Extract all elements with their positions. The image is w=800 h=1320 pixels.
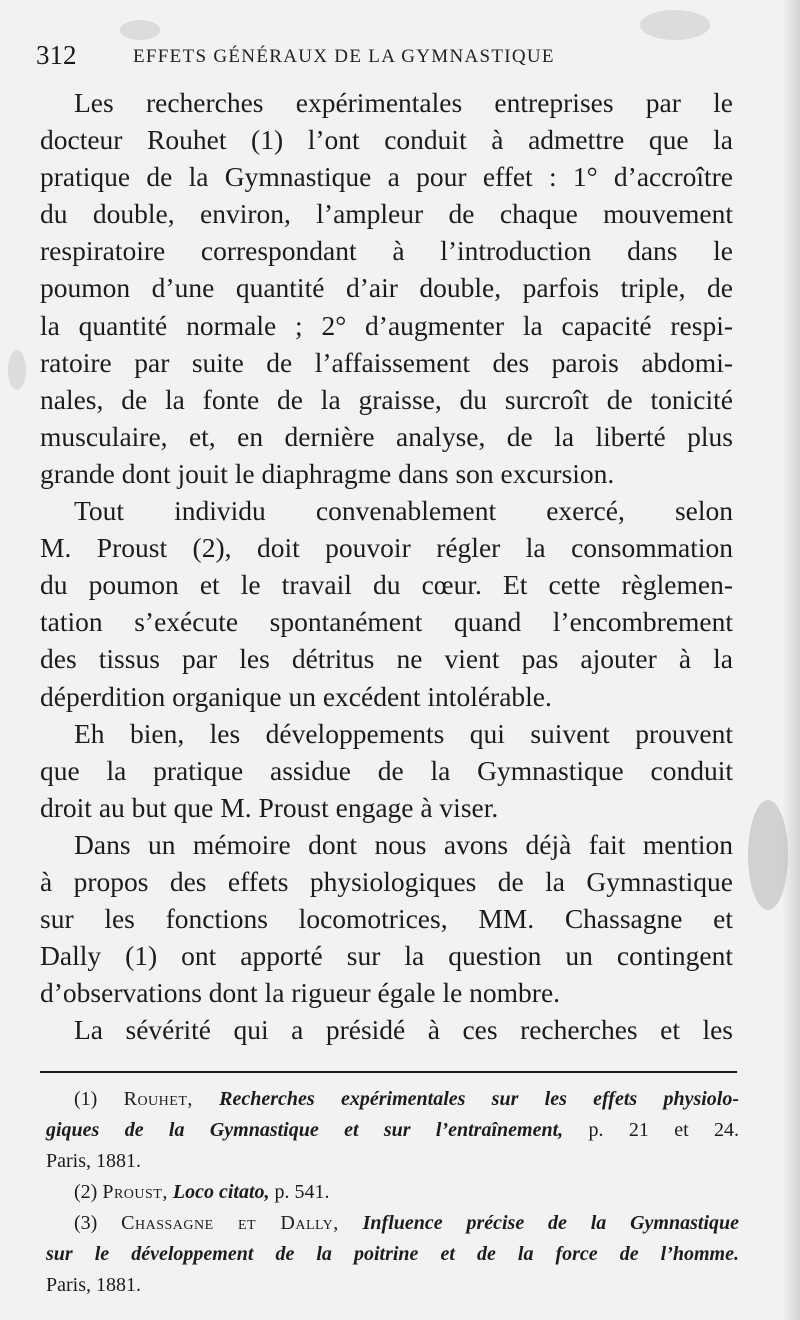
paper-speck (8, 350, 26, 390)
page-number: 312 (36, 40, 77, 70)
text-line: La sévérité qui a présidé à ces recherches et les (74, 1014, 733, 1046)
footnote-3-place: Paris, 1881. (46, 1274, 141, 1296)
footnote-title: Recherches expérimentales sur les effets physiolo- (219, 1088, 740, 1110)
running-title: EFFETS GÉNÉRAUX DE LA GYMNASTIQUE (133, 46, 555, 67)
body-text (40, 84, 733, 1048)
text-line: grande dont jouit le diaphragme dans son excursion. (40, 457, 615, 489)
footnote-author: Rouhet, (123, 1088, 193, 1110)
footnote-title: Loco citato, (172, 1181, 270, 1203)
text-line: des tissus par les détritus ne vient pas ajouter à la (40, 643, 733, 675)
text-line: Dally (1) ont apporté sur la question un contingent (40, 940, 733, 972)
text-line: la quantité normale ; 2° d’augmenter la capacité respi- (40, 309, 733, 341)
page-edge-shadow (782, 0, 800, 1320)
text-line: du poumon et le travail du cœur. Et cette règlemen- (40, 569, 733, 601)
text-line: poumon d’une quantité d’air double, parfois triple, de (40, 272, 733, 304)
footnote-1-cont (46, 1115, 739, 1146)
text-line: droit au but que M. Proust engage à viser. (40, 791, 499, 823)
text-line: pratique de la Gymnastique a pour effet : 1° d’accroître (40, 161, 733, 193)
text-line: à propos des effets physiologiques de la Gymnastique (40, 865, 733, 897)
text-line: ratoire par suite de l’affaissement des parois abdomi- (40, 346, 733, 378)
text-line: sur les fonctions locomotrices, MM. Chassagne et (40, 903, 733, 935)
footnote-number: (3) (74, 1212, 98, 1234)
text-line: déperdition organique un excédent intolérable. (40, 680, 552, 712)
text-line: Les recherches expérimentales entreprises par le (74, 87, 733, 118)
footnote-title: giques de la Gymnastique et sur l’entraînement, (46, 1119, 564, 1141)
text-line: d’observations dont la rigueur égale le nombre. (40, 977, 561, 1009)
footnote-3-cont (46, 1239, 739, 1270)
footnote-author: Proust, (102, 1181, 168, 1203)
paper-speck (640, 10, 710, 40)
text-line: que la pratique assidue de la Gymnastique conduit (40, 754, 733, 786)
footnote-title: Influence précise de la Gymnastique (362, 1212, 739, 1234)
footnote-number: (2) (74, 1181, 98, 1203)
footnote-1 (46, 1084, 739, 1115)
text-line: Tout individu convenablement exercé, selon (74, 495, 733, 527)
text-line: Dans un mémoire dont nous avons déjà fait mention (74, 828, 733, 860)
text-line: tation s’exécute spontanément quand l’encombrement (40, 606, 733, 638)
text-line: nales, de la fonte de la graisse, du surcroît de tonicité (40, 383, 733, 415)
text-line: docteur Rouhet (1) l’ont conduit à admettre que la (40, 124, 733, 156)
text-line: Eh bien, les développements qui suivent prouvent (74, 717, 733, 749)
footnote-number: (1) (74, 1088, 98, 1110)
paper-speck (120, 20, 160, 40)
page-header (36, 40, 746, 74)
text-line: musculaire, et, en dernière analyse, de la liberté plus (40, 420, 733, 452)
footnote-title: sur le développement de la poitrine et de la force de l’homme. (46, 1243, 739, 1265)
footnote-3 (46, 1208, 739, 1239)
text-line: du double, environ, l’ampleur de chaque mouvement (40, 198, 733, 230)
footnote-pages: p. 541. (274, 1181, 330, 1203)
footnotes (46, 1084, 739, 1301)
footnote-1-place: Paris, 1881. (46, 1150, 141, 1172)
footnote-rule (40, 1071, 737, 1073)
text-line: respiratoire correspondant à l’introduction dans le (40, 235, 733, 267)
footnote-author: Chassagne et Dally, (121, 1212, 339, 1234)
footnote-2 (46, 1177, 739, 1208)
footnote-pages: p. 21 et 24. (588, 1119, 739, 1141)
text-line: M. Proust (2), doit pouvoir régler la consommation (40, 532, 733, 564)
